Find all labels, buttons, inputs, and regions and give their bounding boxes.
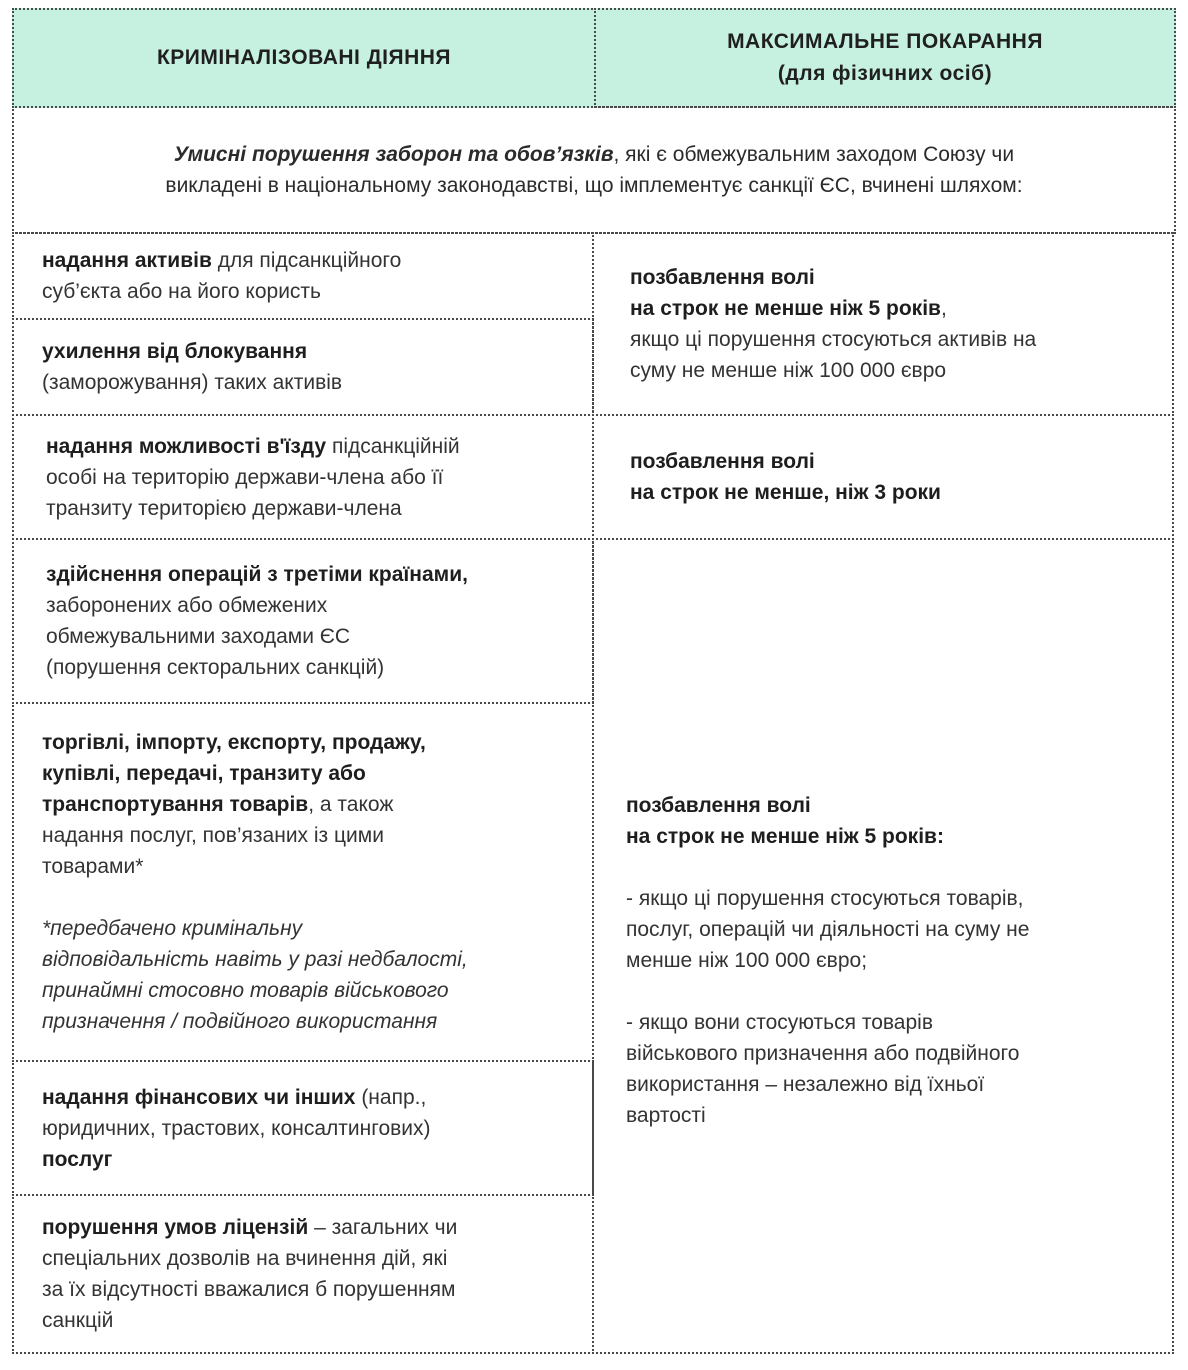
penalty-trade-b1: - якщо вони стосуються товарів [626, 1011, 933, 1034]
act-trade-bold-1: торгівлі, імпорту, експорту, продажу, [42, 731, 426, 754]
act-trade-text-1: , а також [308, 793, 394, 816]
act-trade-text-2: надання послуг, пов’язаних із цими [42, 824, 384, 847]
act-trade [12, 702, 594, 1062]
act-license-text-3: за їх відсутності вважалися б порушенням [42, 1278, 456, 1301]
penalty-entry-bold-1: позбавлення волі [630, 450, 815, 473]
act-finance-bold-2: послуг [42, 1147, 113, 1171]
penalty-trade-a3: менше ніж 100 000 євро; [626, 949, 868, 972]
intro-row [12, 106, 1176, 234]
penalty-trade-a2: послуг, операцій чи діяльності на суму не [626, 918, 1030, 941]
act-assets [12, 232, 594, 320]
act-trade-note-4: призначення / подвійного використання [42, 1010, 438, 1033]
penalty-assets-bold-1: позбавлення волі [630, 266, 815, 289]
penalty-assets [592, 232, 1174, 416]
penalty-trade-b2: військового призначення або подвійного [626, 1042, 1020, 1065]
intro-bold: Умисні порушення заборон та обов’язків [173, 143, 614, 166]
act-trade-text-3: товарами* [42, 855, 144, 878]
penalty-trade-bold-2: на строк не менше ніж 5 років: [626, 825, 944, 848]
act-license-text-4: санкцій [42, 1309, 114, 1332]
act-trade-bold-3: транспортування товарів [42, 793, 309, 816]
act-assets-text-2: суб’єкта або на його користь [42, 280, 321, 303]
act-finance-bold-1: надання фінансових чи інших [42, 1085, 356, 1109]
act-license-text-1: – загальних чи [308, 1216, 458, 1239]
penalty-trade-b4: вартості [626, 1104, 706, 1127]
act-entry [12, 414, 594, 540]
penalty-assets-comma: , [940, 297, 947, 320]
penalty-trade-bold-1: позбавлення волі [626, 794, 811, 817]
intro-text-1: , які є обмежувальним заходом Союзу чи [613, 143, 1015, 166]
header-penalty-sublabel: (для фізичних осіб) [777, 62, 993, 85]
header-acts-label: КРИМІНАЛІЗОВАНІ ДІЯННЯ [156, 46, 452, 69]
act-entry-text-2: особі на територію держави-члена або її [46, 465, 444, 489]
act-trade-bold-2: купівлі, передачі, транзиту або [42, 762, 366, 785]
header-acts [12, 8, 596, 108]
act-assets-text-1: для підсанкційного [211, 249, 402, 272]
act-entry-text-3: транзиту територією держави-члена [46, 496, 402, 520]
act-operations-bold: здійснення операцій з третіми країнами, [46, 563, 468, 586]
penalty-assets-bold-2: на строк не менше ніж 5 років [630, 297, 941, 320]
act-operations-text-2: обмежувальними заходами ЄС [46, 625, 351, 648]
penalty-assets-text-2: суму не менше ніж 100 000 євро [630, 359, 947, 382]
header-penalty [594, 8, 1176, 108]
act-trade-note-3: принаймні стосовно товарів військового [42, 979, 449, 1002]
penalty-entry [592, 414, 1174, 540]
act-assets-bold: надання активів [42, 249, 212, 272]
act-license-text-2: спеціальних дозволів на вчинення дій, які [42, 1247, 448, 1270]
act-operations-text-1: заборонених або обмежених [46, 594, 328, 617]
header-penalty-label: МАКСИМАЛЬНЕ ПОКАРАННЯ [727, 30, 1043, 53]
act-entry-text-1: підсанкційній [326, 434, 460, 458]
act-freeze-text: (заморожування) таких активів [42, 371, 343, 394]
act-finance-text-1: (напр., [355, 1085, 427, 1109]
act-finance-text-2: юридичних, трастових, консалтингових) [42, 1116, 431, 1140]
penalty-entry-bold-2: на строк не менше, ніж 3 роки [630, 481, 941, 504]
penalty-trade-b3: використання – незалежно від їхньої [626, 1073, 985, 1096]
penalty-trade-a1: - якщо ці порушення стосуються товарів, [626, 887, 1024, 910]
act-trade-note-1: *передбачено кримінальну [42, 917, 303, 940]
act-freeze [12, 318, 594, 416]
act-license [12, 1194, 594, 1354]
act-operations [12, 538, 594, 704]
intro-text-2: викладені в національному законодавстві, що імплементує санкції ЄС, вчинені шляхом: [165, 174, 1023, 197]
penalty-trade [592, 538, 1174, 1354]
act-trade-note-2: відповідальність навіть у разі недбалості, [42, 948, 468, 971]
act-license-bold: порушення умов ліцензій [42, 1216, 309, 1239]
act-entry-bold: надання можливості в'їзду [46, 434, 327, 458]
act-finance [12, 1060, 594, 1196]
penalty-assets-text-1: якщо ці порушення стосуються активів на [630, 328, 1037, 351]
act-operations-text-3: (порушення секторальних санкцій) [46, 656, 385, 679]
act-freeze-bold: ухилення від блокування [42, 340, 308, 363]
